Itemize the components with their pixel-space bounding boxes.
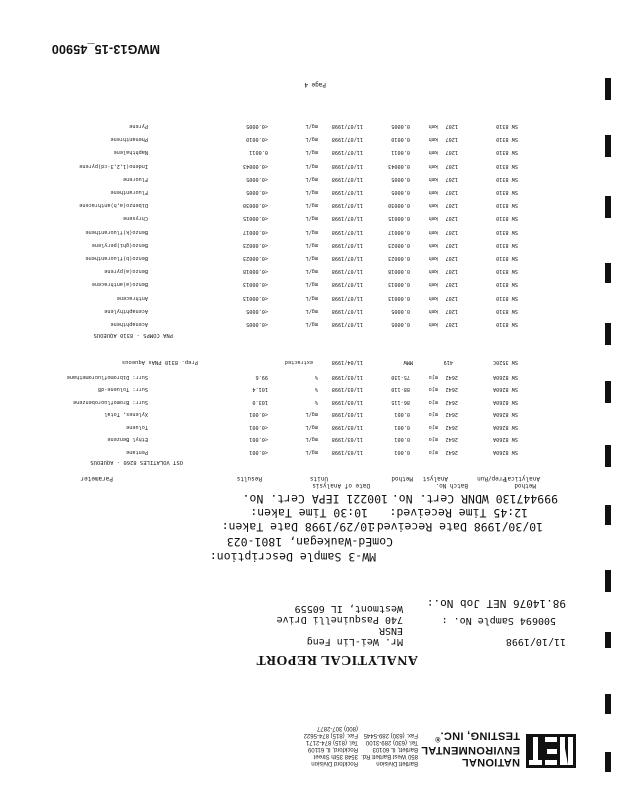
row-result: <0.0005 [246, 321, 268, 327]
row-date: 11/07/1998 [331, 241, 363, 248]
row-parameter: Anthracene [116, 294, 148, 301]
row-method: SW 8310 [496, 281, 518, 288]
row-date: 11/07/1998 [331, 149, 363, 156]
col-prep-run: Prep/Run [477, 475, 506, 482]
row-analyst: kmh [428, 215, 438, 222]
row-method-limit: 86-115 [391, 399, 410, 405]
row-parameter: Toluene [126, 424, 148, 430]
row-batch: 1207 [445, 149, 458, 156]
row-method: SW 8310 [496, 307, 518, 314]
row-method: SW 8310 [496, 255, 518, 261]
row-units: mg/L [305, 307, 318, 314]
row-method: SW 8310 [496, 321, 518, 327]
row-parameter: Surr: Bromofluorobenzene [73, 399, 148, 405]
row-analyst: kmh [428, 281, 438, 288]
time-taken: 10:30 Time Taken: [250, 506, 368, 520]
binder-mark [605, 694, 611, 714]
row-units: mg/L [305, 411, 318, 418]
row-parameter: Surr: Dibromofluoromethane [66, 374, 148, 380]
binder-mark [605, 196, 611, 218]
row-analyst: mjo [428, 399, 438, 405]
row-parameter: Acenaphthylene [104, 307, 148, 314]
row-units: mg/L [305, 162, 318, 169]
row-analyst: kmh [428, 321, 438, 327]
wdnr-cert: 999447130 WDNR Cert. No. [391, 492, 558, 506]
row-method: SW 8310 [496, 215, 518, 222]
binder-mark [605, 381, 611, 403]
col-analyst: Analyst [422, 475, 448, 482]
row-batch: 1207 [445, 228, 458, 235]
row-method: SW 8310 [496, 294, 518, 301]
row-result: <0.0005 [246, 307, 268, 314]
row-result: <0.00017 [243, 228, 268, 235]
row-batch: 1207 [445, 162, 458, 169]
row-method: SW 8260A [493, 436, 518, 443]
row-result: <0.00043 [243, 162, 268, 169]
row-method-limit: 0.00023 [388, 255, 410, 261]
row-units: mg/L [305, 149, 318, 156]
row-units: mg/L [305, 268, 318, 275]
row-date: 11/07/1998 [331, 307, 363, 314]
row-analyst: mjo [428, 411, 438, 418]
company-name [421, 729, 520, 768]
row-analyst: kmh [428, 268, 438, 275]
row-units: mg/L [305, 123, 318, 129]
row-units: % [314, 386, 318, 393]
iepa-cert: 100221 IEPA Cert. No. [242, 492, 388, 506]
row-batch: 2642 [445, 424, 458, 430]
row-units: mg/L [305, 228, 318, 235]
row-units: mg/L [305, 321, 318, 327]
binder-mark [605, 78, 611, 100]
prep-date: 11/04/1998 [331, 359, 363, 365]
report-date: 11/10/1998 [505, 636, 566, 647]
prep-batch: 419 [443, 359, 453, 365]
sample-description: MW-3 Sample Description: [209, 550, 376, 564]
row-analyst: kmh [428, 136, 438, 143]
row-method: SW 8310 [496, 136, 518, 143]
section-header: Prep. 8310 PNAs Aqueous [121, 359, 198, 365]
row-date: 11/07/1998 [331, 294, 363, 301]
row-method-limit: 75-130 [391, 374, 410, 380]
row-method-limit: 0.00043 [388, 162, 410, 169]
company-name-line: TESTING, INC.® [434, 729, 520, 742]
recipient-address: Mr. Wei-Lin Feng ENSR 740 Pasquinelli Drive Westmont, IL 60559 [276, 603, 403, 647]
col-units: Units [309, 475, 328, 482]
row-date: 11/07/1998 [331, 175, 363, 182]
binder-mark [605, 570, 611, 592]
row-method: SW 8310 [496, 175, 518, 182]
row-parameter: Dibenzo(a,h)anthracene [79, 202, 148, 209]
row-batch: 2642 [445, 399, 458, 405]
row-date: 11/07/1998 [331, 321, 363, 327]
row-method: SW 8260A [493, 399, 518, 405]
net-job-no: 98.14076 NET Job No.: [426, 597, 566, 610]
row-method-limit: 0.0010 [391, 136, 410, 143]
row-parameter: Fluorene [123, 175, 148, 182]
document-id: MWG13-15_45900 [51, 42, 160, 56]
row-result: <0.00023 [243, 241, 268, 248]
prep-result: extracted [284, 359, 313, 365]
row-date: 11/07/1998 [331, 189, 363, 195]
row-date: 11/07/1998 [331, 268, 363, 275]
row-units: % [314, 399, 318, 405]
row-method: SW 8310 [496, 162, 518, 169]
row-parameter: Benzo(ghi)perylene [91, 241, 148, 248]
row-date: 11/07/1998 [331, 281, 363, 288]
row-parameter: Pyrene [129, 123, 148, 129]
row-units: mg/L [305, 294, 318, 301]
row-date: 11/03/1998 [331, 436, 363, 443]
col-method2: Method [514, 482, 536, 489]
binder-mark [605, 445, 611, 467]
row-result: <0.001 [249, 449, 268, 455]
row-result: <0.00013 [243, 281, 268, 288]
row-analyst: kmh [428, 307, 438, 314]
row-units: % [314, 374, 318, 380]
row-batch: 2642 [445, 374, 458, 380]
row-method: SW 8310 [496, 149, 518, 156]
row-method-limit: 0.00023 [388, 241, 410, 248]
bartlett-division: Bartlett Division 850 West Bartlett Rd. Bartlett, IL 60103 Tel. (630) 289-3100 Fax. (630) 289-5445 [361, 732, 418, 766]
row-method-limit: 0.00018 [388, 268, 410, 275]
col-results: Results [236, 475, 262, 482]
row-result: <0.0010 [246, 136, 268, 143]
row-result: <0.00013 [243, 294, 268, 301]
row-date: 11/07/1998 [331, 123, 363, 129]
row-batch: 1207 [445, 307, 458, 314]
row-method-limit: 0.0005 [391, 189, 410, 195]
time-received: 12:45 Time Received: [389, 506, 528, 520]
row-analyst: kmh [428, 294, 438, 301]
row-method-limit: 0.00017 [388, 228, 410, 235]
row-analyst: kmh [428, 175, 438, 182]
col-date: Date of Analysis [312, 482, 370, 489]
row-result: <0.001 [249, 436, 268, 443]
row-batch: 1207 [445, 215, 458, 222]
row-units: mg/L [305, 136, 318, 143]
row-date: 11/03/1998 [331, 424, 363, 430]
row-parameter: Fluoranthene [110, 189, 148, 195]
row-date: 11/03/1998 [331, 411, 363, 418]
row-batch: 2642 [445, 386, 458, 393]
row-batch: 1207 [445, 189, 458, 195]
row-batch: 1207 [445, 255, 458, 261]
row-date: 11/03/1998 [331, 386, 363, 393]
row-date: 11/07/1998 [331, 202, 363, 209]
row-method: SW 8260A [493, 424, 518, 430]
binder-mark [605, 752, 611, 772]
row-date: 11/07/1998 [331, 215, 363, 222]
row-analyst: mjo [428, 449, 438, 455]
rockford-division: Rockford Division 3548 35th Street Rockford, IL 61109 Tel. (815) 874-2171 Fax. (815) 874-5622 (800) 307-2877 [303, 725, 358, 766]
row-method-limit: 0.00030 [388, 202, 410, 209]
row-units: mg/L [305, 255, 318, 261]
row-units: mg/L [305, 424, 318, 430]
row-parameter: Chrysene [123, 215, 148, 222]
row-analyst: kmh [428, 202, 438, 209]
row-analyst: kmh [428, 228, 438, 235]
row-result: <0.00030 [243, 202, 268, 209]
row-parameter: Ethyl Benzene [107, 436, 148, 443]
row-method-limit: 0.001 [394, 436, 410, 443]
col-parameter: Parameter [80, 475, 113, 482]
row-method-limit: 0.00015 [388, 215, 410, 222]
row-method: SW 8260A [493, 449, 518, 455]
row-analyst: mjo [428, 436, 438, 443]
col-batch: Batch No. [435, 482, 468, 489]
section-header: OST VOLATILES 8260 - AQUEOUS [90, 459, 183, 465]
row-parameter: Surr: Toluene-d8 [98, 386, 148, 393]
row-result: <0.00023 [243, 255, 268, 261]
row-analyst: mjo [428, 374, 438, 380]
row-parameter: Pentane [126, 449, 148, 455]
row-units: mg/L [305, 189, 318, 195]
row-method-limit: 0.00013 [388, 294, 410, 301]
row-result: 99.6 [255, 374, 268, 380]
row-batch: 2642 [445, 436, 458, 443]
row-parameter: Phenanthrene [110, 136, 148, 143]
row-analyst: kmh [428, 149, 438, 156]
date-received: 10/30/1998 Date Received: [369, 520, 543, 534]
row-analyst: kmh [428, 241, 438, 248]
binder-mark [605, 263, 611, 283]
row-result: <0.00018 [243, 268, 268, 275]
row-result: 101.4 [252, 386, 268, 393]
row-result: <0.0005 [246, 189, 268, 195]
row-date: 11/07/1998 [331, 228, 363, 235]
row-result: <0.001 [249, 411, 268, 418]
row-units: mg/L [305, 241, 318, 248]
project-name: ComEd-Waukegan, 1801-023 [226, 535, 393, 549]
row-batch: 1207 [445, 175, 458, 182]
row-result: <0.001 [249, 424, 268, 430]
row-units: mg/L [305, 175, 318, 182]
binder-mark [605, 135, 611, 157]
col-method: Method [391, 475, 413, 482]
row-method-limit: 0.0005 [391, 175, 410, 182]
row-units: mg/L [305, 215, 318, 222]
row-batch: 1207 [445, 123, 458, 129]
row-result: <0.00015 [243, 215, 268, 222]
row-analyst: mjo [428, 424, 438, 430]
row-method-limit: 0.0011 [391, 149, 410, 156]
col-analytical: Analytical [503, 475, 540, 482]
row-method-limit: 88-110 [391, 386, 410, 393]
row-parameter: Benzo(a)anthracene [91, 281, 148, 288]
row-parameter: Naphthalene [113, 149, 148, 156]
net-logo [526, 734, 576, 768]
row-units: mg/L [305, 281, 318, 288]
row-date: 11/03/1998 [331, 374, 363, 380]
row-batch: 1207 [445, 136, 458, 143]
row-batch: 1207 [445, 241, 458, 248]
page-number: Page 4 [304, 81, 326, 88]
prep-analyst: MMW [403, 359, 413, 365]
sample-no: 500694 Sample No. : [441, 615, 556, 626]
row-method: SW 8310 [496, 241, 518, 248]
row-method: SW 8260A [493, 411, 518, 418]
row-parameter: Acenaphthene [110, 321, 148, 327]
row-units: mg/L [305, 202, 318, 209]
row-parameter: Indeno(1,2,3-cd)pyrene [79, 162, 148, 169]
binder-mark [605, 632, 611, 648]
row-method-limit: 0.0005 [391, 123, 410, 129]
row-batch: 1207 [445, 294, 458, 301]
row-method: SW 8310 [496, 123, 518, 129]
row-method: SW 8310 [496, 228, 518, 235]
date-taken: 10/29/1998 Date Taken: [221, 520, 374, 534]
row-parameter: Xylenes, Total [104, 411, 148, 418]
row-units: mg/L [305, 449, 318, 455]
company-name-line: ENVIRONMENTAL [420, 744, 520, 756]
row-analyst: kmh [428, 189, 438, 195]
binder-mark [605, 323, 611, 345]
row-analyst: kmh [428, 255, 438, 261]
row-batch: 2642 [445, 449, 458, 455]
row-method: SW 8260A [493, 386, 518, 393]
section-header: PNA COMPS - 8310 AQUEOUS [93, 332, 173, 338]
row-result: 103.0 [252, 399, 268, 405]
row-method: SW 8310 [496, 189, 518, 195]
row-method: SW 8310 [496, 268, 518, 275]
row-method-limit: 0.0005 [391, 307, 410, 314]
row-batch: 1207 [445, 268, 458, 275]
row-analyst: kmh [428, 162, 438, 169]
row-batch: 1207 [445, 202, 458, 209]
row-parameter: Benzo(a)pyrene [104, 268, 148, 275]
row-parameter: Benzo(b)fluoranthene [85, 255, 148, 261]
row-batch: 1207 [445, 321, 458, 327]
binder-mark [605, 505, 611, 525]
row-parameter: Benzo(k)fluoranthene [85, 228, 148, 235]
row-result: <0.0005 [246, 123, 268, 129]
row-date: 11/07/1998 [331, 136, 363, 143]
row-method: SW 8310 [496, 202, 518, 209]
prep-method: SW 3520C [493, 359, 518, 365]
row-units: mg/L [305, 436, 318, 443]
row-date: 11/03/1998 [331, 449, 363, 455]
row-method-limit: 0.001 [394, 424, 410, 430]
row-result: 0.0011 [249, 149, 268, 156]
company-name-line: NATIONAL [461, 756, 520, 768]
row-method-limit: 0.00013 [388, 281, 410, 288]
row-date: 11/03/1998 [331, 399, 363, 405]
row-batch: 2642 [445, 411, 458, 418]
row-method-limit: 0.001 [394, 411, 410, 418]
report-title: ANALYTICAL REPORT [256, 652, 418, 667]
row-analyst: mjo [428, 386, 438, 393]
row-analyst: kmh [428, 123, 438, 129]
row-method: SW 8260A [493, 374, 518, 380]
row-batch: 1207 [445, 281, 458, 288]
row-date: 11/07/1998 [331, 162, 363, 169]
row-result: <0.0005 [246, 175, 268, 182]
row-method-limit: 0.001 [394, 449, 410, 455]
row-method-limit: 0.0005 [391, 321, 410, 327]
row-date: 11/07/1998 [331, 255, 363, 261]
